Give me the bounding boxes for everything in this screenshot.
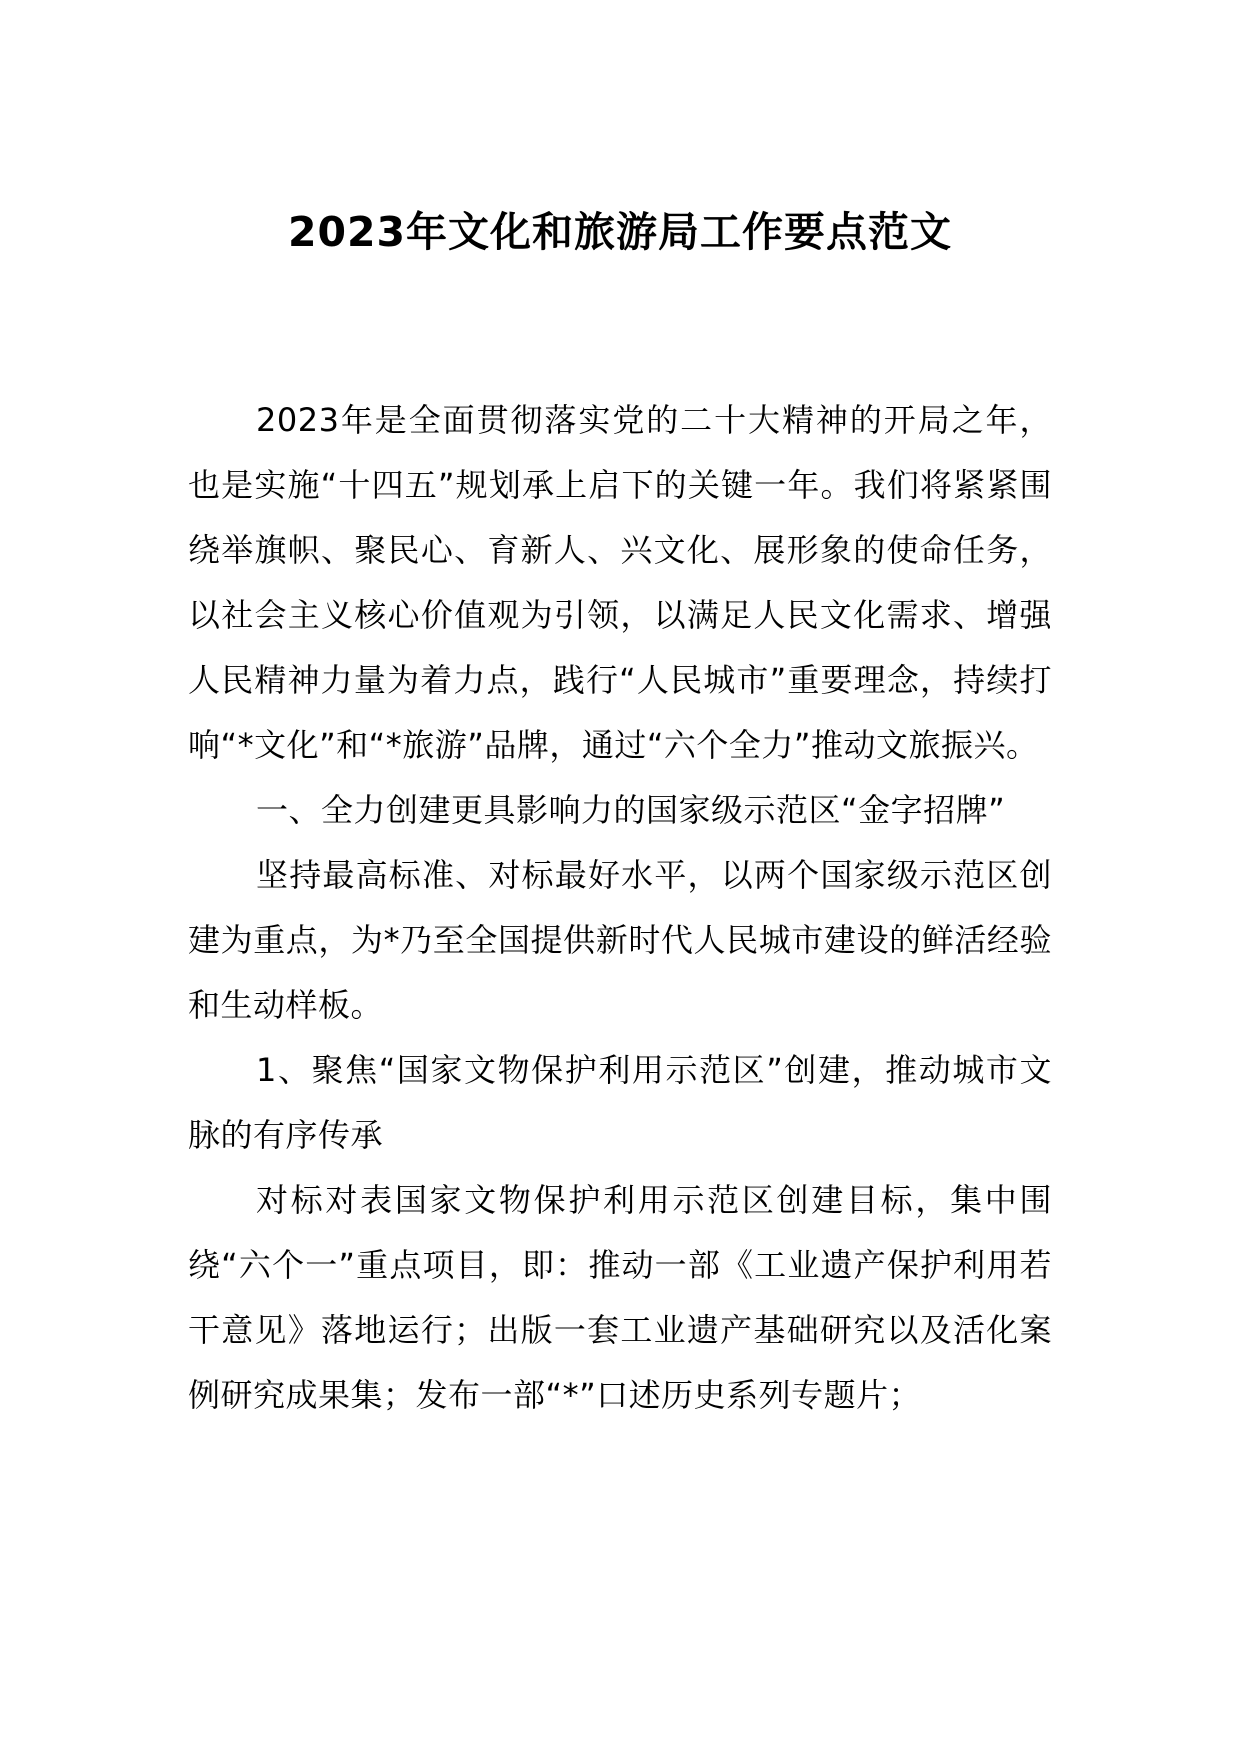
document-body [188, 388, 1052, 1428]
section-heading-1: 一、全力创建更具影响力的国家级示范区“金字招牌” [256, 791, 1006, 829]
paragraph-section-1: 坚持最高标准、对标最好水平，以两个国家级示范区创建为重点，为*乃至全国提供新时代人民城市建设的鲜活经验和生动样板。 [188, 856, 1052, 1024]
paragraph-intro: 2023年是全面贯彻落实党的二十大精神的开局之年，也是实施“十四五”规划承上启下的关键一年。我们将紧紧围绕举旗帜、聚民心、育新人、兴文化、展形象的使命任务，以社会主义核心价值观为引领，以满足人民文化需求、增强人民精神力量为着力点，践行“人民城市”重要理念，持续打响“*文化”和“*旅游”品牌，通过“六个全力”推动文旅振兴。 [188, 401, 1052, 764]
paragraph-subsection-1: 对标对表国家文物保护利用示范区创建目标，集中围绕“六个一”重点项目，即：推动一部《工业遗产保护利用若干意见》落地运行；出版一套工业遗产基础研究以及活化案例研究成果集；发布一部“*”口述历史系列专题片； [188, 1181, 1052, 1414]
document-title: 2023年文化和旅游局工作要点范文 [287, 208, 953, 256]
subsection-heading-1: 1、聚焦“国家文物保护利用示范区”创建，推动城市文脉的有序传承 [188, 1051, 1052, 1154]
